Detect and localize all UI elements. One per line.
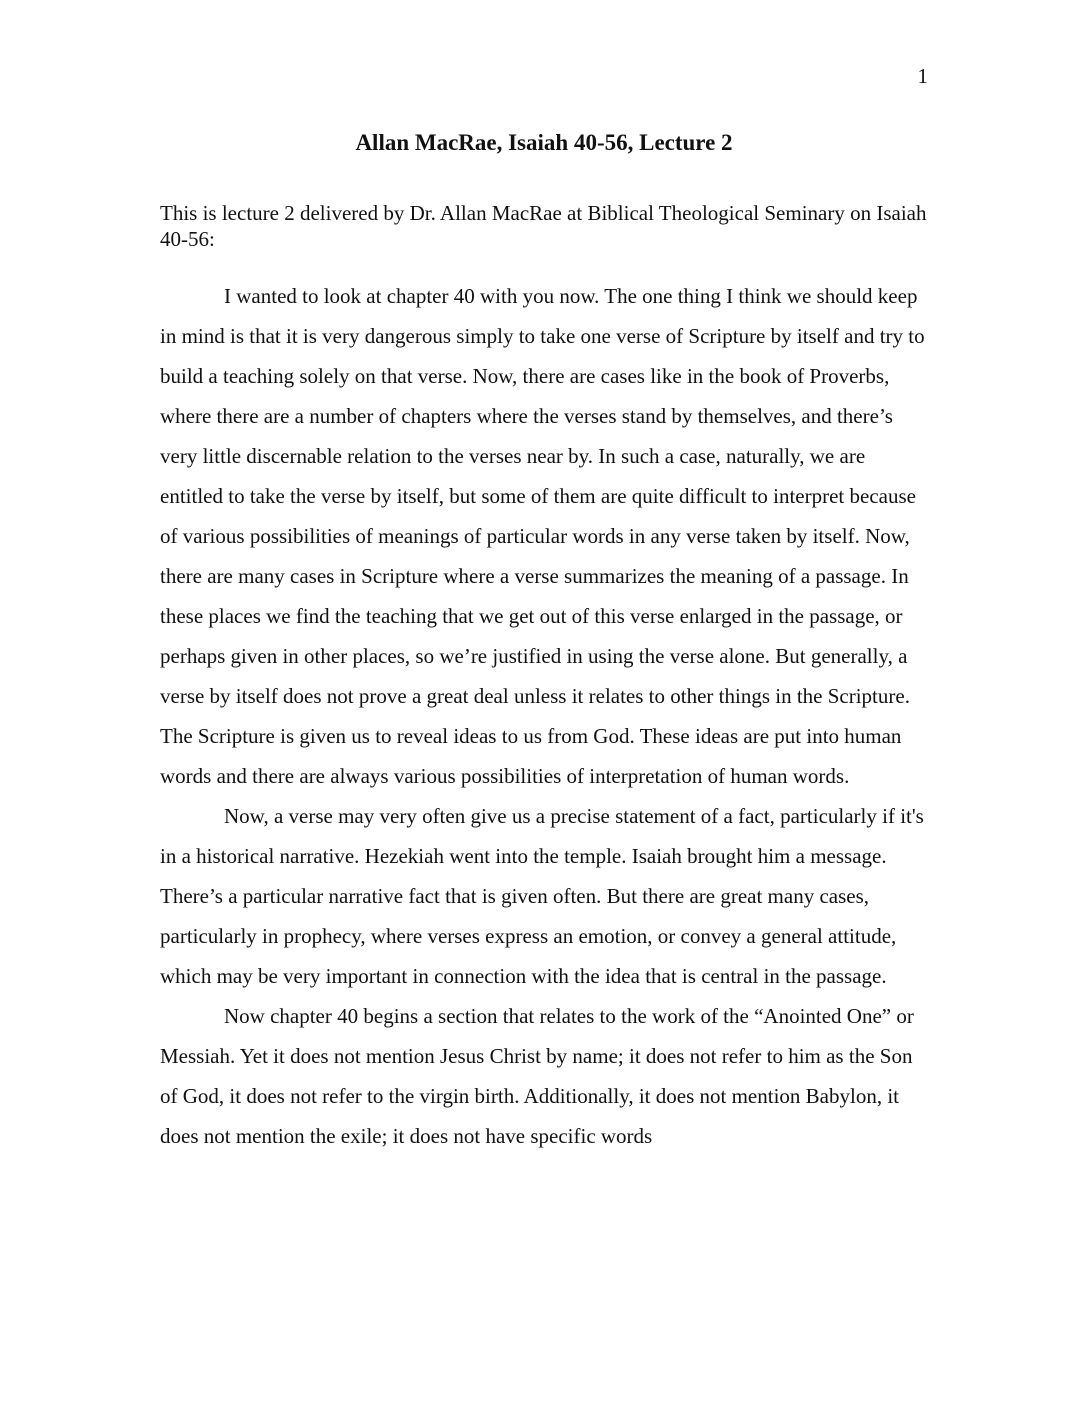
document-title: Allan MacRae, Isaiah 40-56, Lecture 2	[355, 130, 733, 155]
paragraph: Now, a verse may very often give us a precise statement of a fact, particularly if it's in a historical narrative. Hezekiah went into the temple. Isaiah brought him a message. There’s a particular narrative fact that is given often. But there are great many cases, particularly in prophecy, where verses express an emotion, or convey a general attitude, which may be very important in connection with the idea that is central in the passage.	[160, 804, 924, 988]
paragraph: I wanted to look at chapter 40 with you now. The one thing I think we should keep in mind is that it is very dangerous simply to take one verse of Scripture by itself and try to build a teaching solely on that verse. Now, there are cases like in the book of Proverbs, where there are a number of chapters where the verses stand by themselves, and there’s very little discernable relation to the verses near by. In such a case, naturally, we are entitled to take the verse by itself, but some of them are quite difficult to interpret because of various possibilities of meanings of particular words in any verse taken by itself. Now, there are many cases in Scripture where a verse summarizes the meaning of a passage. In these places we find the teaching that we get out of this verse enlarged in the passage, or perhaps given in other places, so we’re justified in using the verse alone. But generally, a verse by itself does not prove a great deal unless it relates to other things in the Scripture. The Scripture is given us to reveal ideas to us from God. These ideas are put into human words and there are always various possibilities of interpretation of human words.	[160, 284, 925, 788]
paragraph: Now chapter 40 begins a section that relates to the work of the “Anointed One” or Messiah. Yet it does not mention Jesus Christ by name; it does not refer to him as the Son of God, it does not refer to the virgin birth. Additionally, it does not mention Babylon, it does not mention the exile; it does not have specific words	[160, 1004, 914, 1148]
body-text	[160, 276, 930, 1156]
intro-paragraph: This is lecture 2 delivered by Dr. Allan MacRae at Biblical Theological Seminary on Isaiah 40-56:	[160, 201, 927, 251]
page-number: 1	[917, 64, 928, 88]
